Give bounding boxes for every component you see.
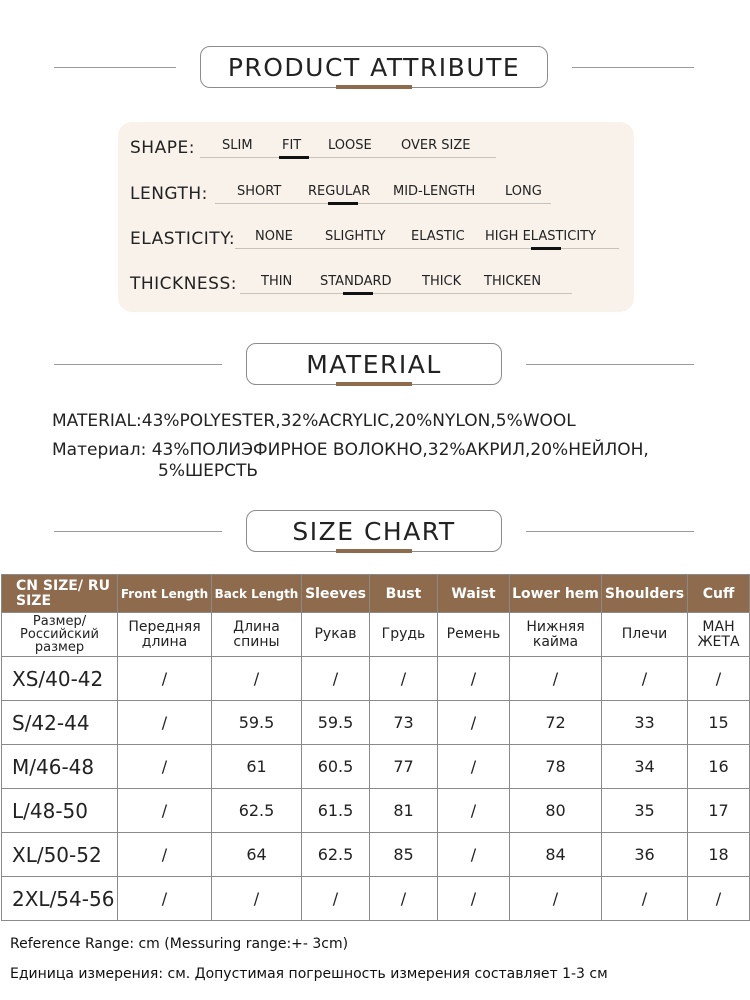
attr-option: THICK bbox=[422, 274, 462, 289]
attr-label: THICKNESS: bbox=[130, 274, 237, 294]
divider-right bbox=[526, 531, 694, 532]
material-ru-line1: Материал: 43%ПОЛИЭФИРНОЕ ВОЛОКНО,32%АКРИЛ,20%НЕЙЛОН, bbox=[52, 440, 649, 460]
col-header: Waist bbox=[438, 575, 510, 613]
col-header: Cuff bbox=[688, 575, 750, 613]
col-header-ru: Длина спины bbox=[212, 613, 302, 657]
table-row bbox=[2, 877, 750, 921]
selected-marker bbox=[531, 247, 561, 250]
size-cell: XS/40-42 bbox=[2, 657, 118, 701]
divider-right bbox=[526, 364, 694, 365]
table-cell: / bbox=[438, 833, 510, 877]
attr-row-thickness bbox=[118, 268, 634, 304]
table-cell: / bbox=[438, 745, 510, 789]
col-header-ru: Грудь bbox=[370, 613, 438, 657]
col-header-ru: Передняя длина bbox=[118, 613, 212, 657]
attr-row-length bbox=[118, 178, 634, 214]
attr-option: LOOSE bbox=[328, 138, 372, 153]
attr-row-shape bbox=[118, 132, 634, 168]
col-header: Sleeves bbox=[302, 575, 370, 613]
divider-right bbox=[572, 67, 694, 68]
table-row bbox=[2, 789, 750, 833]
table-cell: 16 bbox=[688, 745, 750, 789]
attr-option-selected: HIGH ELASTICITY bbox=[485, 229, 597, 244]
section-title: SIZE CHART bbox=[246, 510, 502, 552]
table-cell: 77 bbox=[370, 745, 438, 789]
section-title: MATERIAL bbox=[246, 343, 502, 385]
table-cell: 34 bbox=[602, 745, 688, 789]
table-cell: / bbox=[302, 657, 370, 701]
table-cell: 59.5 bbox=[212, 701, 302, 745]
attr-option: MID-LENGTH bbox=[393, 184, 476, 199]
table-cell: / bbox=[212, 877, 302, 921]
table-cell: / bbox=[370, 657, 438, 701]
table-cell: 85 bbox=[370, 833, 438, 877]
attr-row-elasticity bbox=[118, 223, 634, 259]
table-cell: 18 bbox=[688, 833, 750, 877]
col-header-ru: Нижняя кайма bbox=[510, 613, 602, 657]
material-header bbox=[0, 343, 750, 387]
table-cell: 15 bbox=[688, 701, 750, 745]
col-header: Shoulders bbox=[602, 575, 688, 613]
material-ru-line2: 5%ШЕРСТЬ bbox=[158, 461, 259, 481]
product-attribute-header bbox=[0, 46, 750, 90]
size-cell: XL/50-52 bbox=[2, 833, 118, 877]
table-cell: / bbox=[688, 657, 750, 701]
col-header-ru: МАН ЖЕТА bbox=[688, 613, 750, 657]
col-header: Front Length bbox=[118, 575, 212, 613]
col-header-ru: Плечи bbox=[602, 613, 688, 657]
attr-option-selected: FIT bbox=[282, 138, 302, 153]
size-cell: S/42-44 bbox=[2, 701, 118, 745]
col-header: Lower hem bbox=[510, 575, 602, 613]
table-cell: / bbox=[118, 745, 212, 789]
attr-option: SLIM bbox=[222, 138, 253, 153]
attr-option: THIN bbox=[261, 274, 293, 289]
attr-option: SHORT bbox=[237, 184, 282, 199]
table-cell: / bbox=[510, 877, 602, 921]
size-chart-table bbox=[1, 574, 750, 921]
table-cell: / bbox=[602, 657, 688, 701]
table-cell: 64 bbox=[212, 833, 302, 877]
table-cell: 80 bbox=[510, 789, 602, 833]
table-cell: 60.5 bbox=[302, 745, 370, 789]
table-cell: 33 bbox=[602, 701, 688, 745]
table-cell: 62.5 bbox=[302, 833, 370, 877]
attr-option: ELASTIC bbox=[411, 229, 465, 244]
title-accent bbox=[336, 549, 412, 553]
header-row-en bbox=[2, 575, 750, 613]
table-row bbox=[2, 657, 750, 701]
attr-option: THICKEN bbox=[484, 274, 542, 289]
table-cell: 78 bbox=[510, 745, 602, 789]
table-cell: / bbox=[118, 657, 212, 701]
attr-option: OVER SIZE bbox=[401, 138, 471, 153]
attr-option: LONG bbox=[505, 184, 542, 199]
attr-label: SHAPE: bbox=[130, 138, 195, 158]
col-header-ru: Рукав bbox=[302, 613, 370, 657]
table-cell: 61 bbox=[212, 745, 302, 789]
attr-option: NONE bbox=[255, 229, 293, 244]
table-cell: / bbox=[302, 877, 370, 921]
selected-marker bbox=[279, 156, 309, 159]
attribute-panel bbox=[118, 122, 634, 312]
selected-marker bbox=[343, 292, 373, 295]
table-cell: / bbox=[118, 877, 212, 921]
attr-label: LENGTH: bbox=[130, 184, 208, 204]
table-cell: 61.5 bbox=[302, 789, 370, 833]
table-cell: / bbox=[118, 701, 212, 745]
table-cell: / bbox=[510, 657, 602, 701]
table-cell: 73 bbox=[370, 701, 438, 745]
table-row bbox=[2, 745, 750, 789]
measurement-note-ru: Единица измерения: см. Допустимая погрешность измерения составляет 1-3 см bbox=[10, 966, 608, 982]
section-title: PRODUCT ATTRIBUTE bbox=[200, 46, 548, 88]
size-cell: M/46-48 bbox=[2, 745, 118, 789]
table-cell: / bbox=[118, 833, 212, 877]
title-accent bbox=[336, 85, 412, 89]
table-cell: 62.5 bbox=[212, 789, 302, 833]
attr-underline bbox=[215, 203, 551, 204]
col-header-ru: Ремень bbox=[438, 613, 510, 657]
table-cell: 35 bbox=[602, 789, 688, 833]
table-cell: / bbox=[370, 877, 438, 921]
divider-left bbox=[54, 364, 222, 365]
selected-marker bbox=[328, 202, 358, 205]
divider-left bbox=[54, 67, 176, 68]
col-header: Back Length bbox=[212, 575, 302, 613]
divider-left bbox=[54, 531, 222, 532]
size-cell: 2XL/54-56 bbox=[2, 877, 118, 921]
table-cell: 72 bbox=[510, 701, 602, 745]
table-cell: / bbox=[438, 657, 510, 701]
header-row-ru bbox=[2, 613, 750, 657]
table-cell: 59.5 bbox=[302, 701, 370, 745]
table-cell: / bbox=[438, 701, 510, 745]
table-cell: / bbox=[688, 877, 750, 921]
table-row bbox=[2, 701, 750, 745]
attr-option: SLIGHTLY bbox=[325, 229, 386, 244]
attr-underline bbox=[240, 293, 572, 294]
table-cell: 36 bbox=[602, 833, 688, 877]
table-cell: / bbox=[602, 877, 688, 921]
attr-underline bbox=[200, 157, 496, 158]
table-cell: 81 bbox=[370, 789, 438, 833]
col-header: Bust bbox=[370, 575, 438, 613]
table-cell: / bbox=[118, 789, 212, 833]
table-cell: / bbox=[438, 789, 510, 833]
title-accent bbox=[336, 382, 412, 386]
table-cell: 84 bbox=[510, 833, 602, 877]
col-header-ru: Размер/ Российский размер bbox=[2, 613, 118, 657]
table-cell: / bbox=[438, 877, 510, 921]
attr-underline bbox=[235, 248, 619, 249]
table-cell: 17 bbox=[688, 789, 750, 833]
material-en: MATERIAL:43%POLYESTER,32%ACRYLIC,20%NYLON,5%WOOL bbox=[52, 411, 576, 431]
size-cell: L/48-50 bbox=[2, 789, 118, 833]
table-cell: / bbox=[212, 657, 302, 701]
reference-range-note: Reference Range: cm (Messuring range:+- 3cm) bbox=[10, 936, 349, 952]
attr-label: ELASTICITY: bbox=[130, 229, 236, 249]
col-header: CN SIZE/ RU SIZE bbox=[2, 575, 118, 613]
table-row bbox=[2, 833, 750, 877]
attr-option-selected: REGULAR bbox=[308, 184, 371, 199]
attr-option-selected: STANDARD bbox=[320, 274, 392, 289]
size-chart-header bbox=[0, 510, 750, 554]
